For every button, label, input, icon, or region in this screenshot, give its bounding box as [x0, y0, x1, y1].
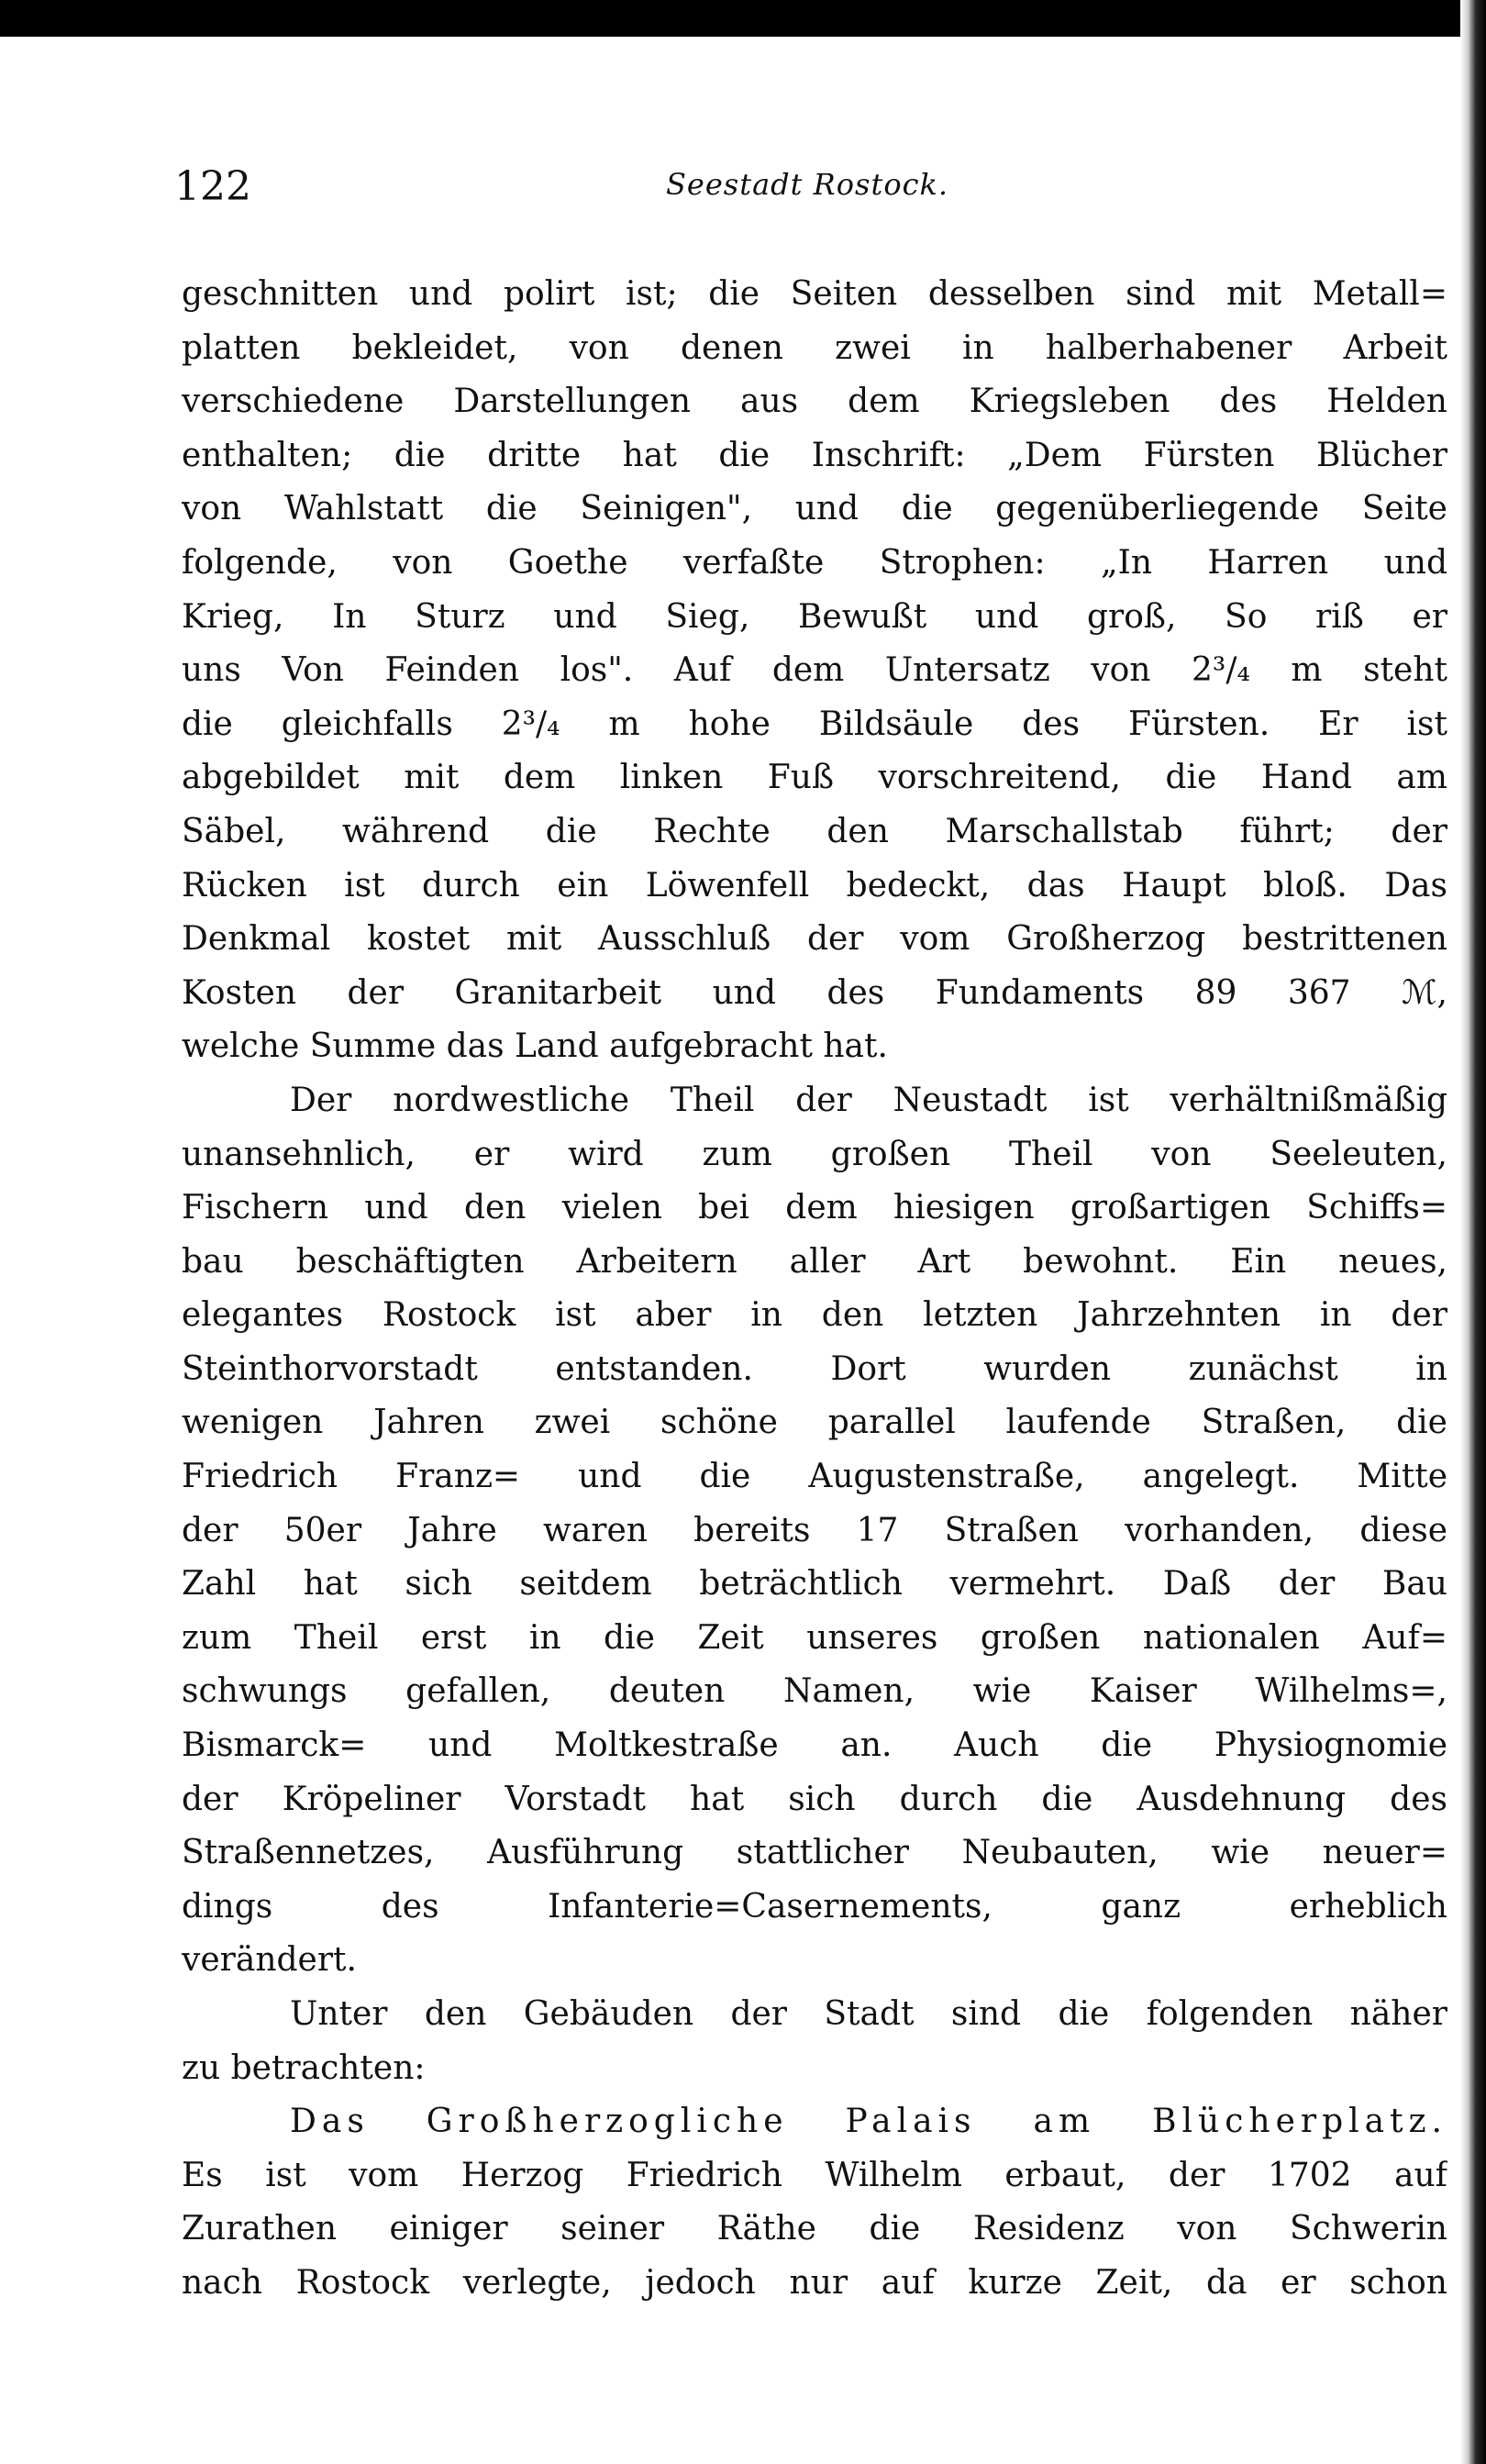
text-line: uns Von Feinden los". Auf dem Untersatz von 2³/₄ m steht — [182, 651, 1447, 690]
text-line: von Wahlstatt die Seinigen", und die gegenüberliegende Seite — [182, 490, 1447, 528]
page-number: 122 — [174, 163, 251, 210]
text-line: Krieg, In Sturz und Sieg, Bewußt und groß, So riß er — [182, 597, 1447, 636]
text-line: Kosten der Granitarbeit und des Fundaments 89 367 ℳ, — [182, 973, 1447, 1012]
text-line: elegantes Rostock ist aber in den letzten Jahrzehnten in der — [182, 1296, 1447, 1335]
text-line: unansehnlich, er wird zum großen Theil von Seeleuten, — [182, 1135, 1447, 1173]
body-text — [182, 268, 1447, 2311]
text-line: Fischern und den vielen bei dem hiesigen großartigen Schiffs= — [182, 1189, 1447, 1227]
text-line: nach Rostock verlegte, jedoch nur auf kurze Zeit, da er schon — [182, 2263, 1447, 2302]
text-line: Straßennetzes, Ausführung stattlicher Neubauten, wie neuer= — [182, 1834, 1447, 1872]
text-line: Rücken ist durch ein Löwenfell bedeckt, das Haupt bloß. Das — [182, 866, 1447, 905]
text-line: Zahl hat sich seitdem beträchtlich vermehrt. Daß der Bau — [182, 1565, 1447, 1604]
text-line: Zurathen einiger seiner Räthe die Residenz von Schwerin — [182, 2210, 1447, 2248]
text-line: dings des Infanterie=Casernements, ganz erheblich — [182, 1887, 1447, 1926]
text-line: platten bekleidet, von denen zwei in halberhabener Arbeit — [182, 328, 1447, 367]
text-line: Steinthorvorstadt entstanden. Dort wurden zunächst in — [182, 1349, 1447, 1388]
text-line: Bismarck= und Moltkestraße an. Auch die Physiognomie — [182, 1726, 1447, 1765]
page-header — [174, 163, 1449, 218]
text-line: die gleichfalls 2³/₄ m hohe Bildsäule des Fürsten. Er ist — [182, 705, 1447, 743]
text-line: bau beschäftigten Arbeitern aller Art bewohnt. Ein neues, — [182, 1242, 1447, 1281]
text-line: welche Summe das Land aufgebracht hat. — [182, 1027, 888, 1066]
running-head: Seestadt Rostock. — [666, 167, 949, 202]
scan-page-edge — [1460, 0, 1486, 2464]
text-line: Unter den Gebäuden der Stadt sind die folgenden näher — [290, 1995, 1447, 2033]
scan-top-border — [0, 0, 1486, 37]
text-line: wenigen Jahren zwei schöne parallel laufende Straßen, die — [182, 1404, 1447, 1442]
text-line: verschiedene Darstellungen aus dem Kriegsleben des Helden — [182, 383, 1447, 421]
text-line: folgende, von Goethe verfaßte Strophen: „In Harren und — [182, 543, 1447, 582]
text-line: abgebildet mit dem linken Fuß vorschreitend, die Hand am — [182, 759, 1447, 797]
text-line: der 50er Jahre waren bereits 17 Straßen vorhanden, diese — [182, 1511, 1447, 1549]
text-line: Friedrich Franz= und die Augustenstraße, angelegt. Mitte — [182, 1458, 1447, 1496]
text-line: Denkmal kostet mit Ausschluß der vom Großherzog bestrittenen — [182, 920, 1447, 959]
text-line: Der nordwestliche Theil der Neustadt ist verhältnißmäßig — [290, 1081, 1447, 1119]
text-line: geschnitten und polirt ist; die Seiten desselben sind mit Metall= — [182, 275, 1447, 313]
text-line: verändert. — [182, 1941, 357, 1980]
text-line: Es ist vom Herzog Friedrich Wilhelm erbaut, der 1702 auf — [182, 2156, 1447, 2194]
text-line: schwungs gefallen, deuten Namen, wie Kaiser Wilhelms=, — [182, 1672, 1447, 1711]
text-line: der Kröpeliner Vorstadt hat sich durch die Ausdehnung des — [182, 1780, 1447, 1818]
text-line: enthalten; die dritte hat die Inschrift: „Dem Fürsten Blücher — [182, 436, 1447, 474]
text-line: zum Theil erst in die Zeit unseres großen nationalen Auf= — [182, 1618, 1447, 1657]
section-heading: Das Großherzogliche Palais am Blücherplatz. — [290, 2103, 1447, 2141]
text-line: Säbel, während die Rechte den Marschallstab führt; der — [182, 812, 1447, 850]
text-line: zu betrachten: — [182, 2048, 426, 2087]
